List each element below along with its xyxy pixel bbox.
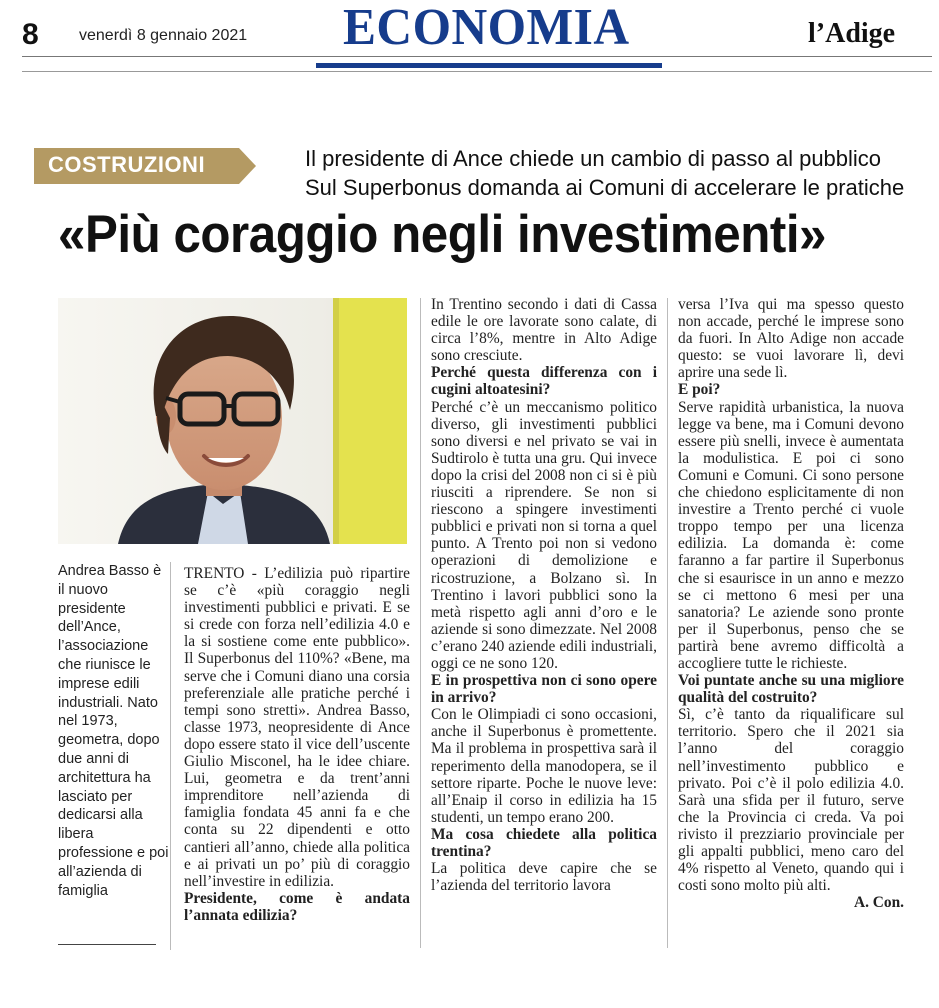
- body-paragraph: Con le Olimpiadi ci sono occasioni, anche il Superbonus è promettente. Ma il problema in prospettiva sarà il reperimento della manodopera, se il settore riparte. Poche le nuove leve: all’Enaip il corso in edilizia ha 15 studenti, un tempo erano 200.: [431, 706, 657, 826]
- body-paragraph: versa l’Iva qui ma spesso questo non accade, perché le imprese sono da fuori. In Alto Adige non accade questo: se vuoi lavorare lì, devi aprire una sede lì.: [678, 296, 904, 382]
- kicker-label: COSTRUZIONI: [48, 152, 206, 177]
- kicker-tag: [34, 148, 256, 184]
- article-column-3: [678, 296, 904, 911]
- interview-question: Perché questa differenza con i cugini altoatesini?: [431, 364, 657, 399]
- headline: «Più coraggio negli investimenti»: [58, 205, 827, 264]
- column-rule-2: [420, 298, 421, 948]
- interview-question: Presidente, come è andata l’annata edilizia?: [184, 889, 410, 924]
- masthead-rule-bottom: [22, 71, 932, 72]
- article-column-2: [431, 296, 657, 894]
- column-rule-3: [667, 298, 668, 948]
- newspaper-logo: l’Adige: [808, 18, 896, 49]
- section-accent-bar: [316, 63, 662, 68]
- photo-caption: Andrea Basso è il nuovo presidente dell’Ance, l’associazione che riunisce le imprese edili industriali. Nato nel 1973, geometra, dopo due anni di architettura ha lasciato per dedicarsi alla libera professione e poi all’azienda di famiglia: [58, 563, 169, 899]
- subhead-2: Sul Superbonus domanda ai Comuni di accelerare le pratiche: [305, 175, 905, 200]
- interview-question: E in prospettiva non ci sono opere in arrivo?: [431, 672, 657, 707]
- body-paragraph: Perché c’è un meccanismo politico diverso, gli investimenti pubblici sono diversi e nel privato se vai in Sudtirolo è tutta una gru. Qui invece dopo la crisi del 2008 non ci si è più riusciti a riprendere. Se non si riescono a spingere investimenti pubblici e privati non si torna a quel punto. A Trento poi non si vedono operazioni di demolizione e ricostruzione, a Bolzano sì. In Trentino i lavori pubblici sono la metà rispetto agli anni d’oro e le aziende si sono dimezzate. Nel 2008 c’erano 240 aziende edili industriali, oggi ce ne sono 120.: [431, 398, 657, 672]
- article-column-1: [184, 565, 410, 924]
- body-paragraph: TRENTO - L’edilizia può ripartire se c’è «più coraggio negli investimenti pubblici e privati. E se si crede con forza nell’edilizia 4.0 e la si sostiene come ente pubblico». Il Superbonus del 110%? «Bene, ma serve che i Comuni diano una corsia preferenziale alle pratiche perché i tempi sono stretti». Andrea Basso, classe 1973, neopresidente di Ance dopo essere stato il vice dell’uscente Giulio Misconel, ha le idee chiare. Lui, geometra e da trent’anni imprenditore nell’azienda di famiglia fondata 45 anni fa e che conta su 22 dipendenti e otto cantieri all’anno, chiede alla politica e ai privati un po’ più di coraggio nell’investire in edilizia.: [184, 565, 410, 890]
- page-date: venerdì 8 gennaio 2021: [79, 27, 248, 44]
- body-paragraph: Sì, c’è tanto da riqualificare sul territorio. Spero che il 2021 sia l’anno del coraggio nell’investimento pubblico e privato. Poi c’è il polo edilizia 4.0. Sarà una sfida per il futuro, serve che la Provincia ci creda. Va poi rivisto il prezziario provinciale per gli appalti pubblici, meno caro del 4% rispetto al Veneto, quando qui i costi sono molto più alti.: [678, 706, 904, 895]
- body-paragraph: La politica deve capire che se l’azienda del territorio lavora: [431, 860, 657, 895]
- masthead: [0, 0, 939, 72]
- page-number: 8: [22, 18, 39, 51]
- subhead-1: Il presidente di Ance chiede un cambio di passo al pubblico: [305, 146, 882, 171]
- column-rule-1: [170, 562, 171, 950]
- author-signature: A. Con.: [853, 894, 904, 912]
- body-paragraph: Serve rapidità urbanistica, la nuova legge va bene, ma i Comuni devono essere più snelli, invece è aumentata la modulistica. E poi ci sono Comuni e Comuni. Ci sono persone che chiedono esplicitamente di non investire a Trento perché ci vuole troppo tempo per una licenza edilizia. La domanda è: come faranno a far partire il Superbonus che si esaurisce in un anno e mezzo se ci mettono 6 mesi per una sanatoria? Le aziende sono pronte per il Superbonus, penso che se partirà bene avremo difficoltà a accogliere tutte le richieste.: [678, 398, 904, 672]
- portrait-photo: [58, 298, 407, 544]
- section-title: ECONOMIA: [343, 0, 630, 56]
- body-paragraph: In Trentino secondo i dati di Cassa edile le ore lavorate sono calate, di circa l’8%, mentre in Alto Adige sono cresciute.: [431, 296, 657, 365]
- portrait-illustration: [58, 298, 407, 544]
- caption-rule: [58, 944, 156, 945]
- interview-question: Voi puntate anche su una migliore qualità del costruito?: [678, 672, 904, 707]
- masthead-rule-top: [22, 56, 932, 57]
- interview-question: E poi?: [678, 381, 721, 399]
- interview-question: Ma cosa chiedete alla politica trentina?: [431, 825, 657, 860]
